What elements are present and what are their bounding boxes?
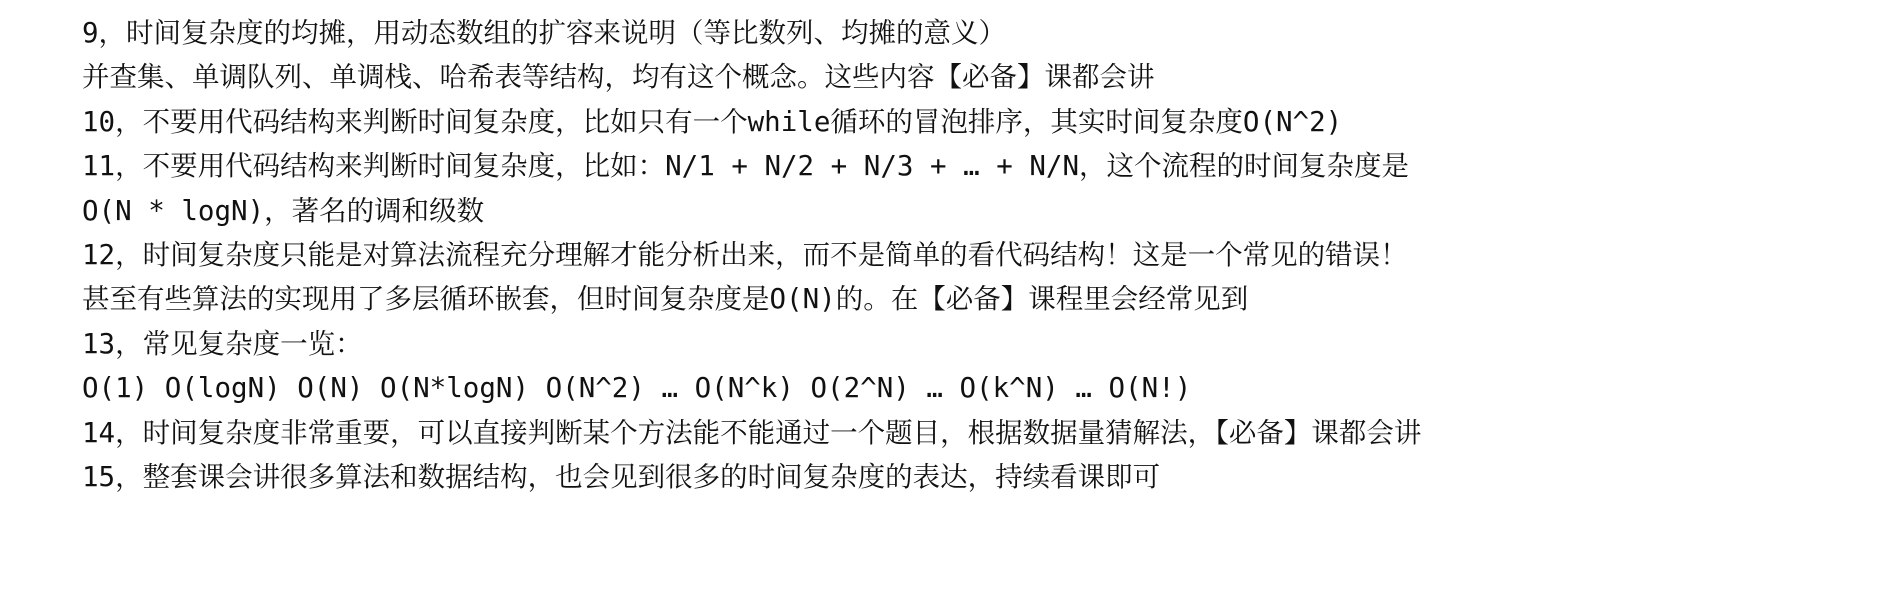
note-line-9-continued: 并查集、单调队列、单调栈、哈希表等结构，均有这个概念。这些内容【必备】课都会讲 xyxy=(82,61,1155,94)
note-line-14: 14，时间复杂度非常重要，可以直接判断某个方法能不能通过一个题目，根据数据量猜解法，【必备】课都会讲 xyxy=(82,416,1422,449)
note-line-9: 9，时间复杂度的均摊，用动态数组的扩容来说明（等比数列、均摊的意义） xyxy=(82,17,1007,49)
note-line-11: 11，不要用代码结构来判断时间复杂度，比如：N/1 + N/2 + N/3 + … + N/N，这个流程的时间复杂度是 xyxy=(82,150,1410,183)
note-line-12: 12，时间复杂度只能是对算法流程充分理解才能分析出来，而不是简单的看代码结构！这是一个常见的错误！ xyxy=(82,238,1408,271)
note-line-12-continued: 甚至有些算法的实现用了多层循环嵌套，但时间复杂度是O(N)的。在【必备】课程里会经常见到 xyxy=(82,283,1249,316)
note-line-15: 15，整套课会讲很多算法和数据结构，也会见到很多的时间复杂度的表达，持续看课即可 xyxy=(82,460,1161,493)
note-line-10: 10，不要用代码结构来判断时间复杂度，比如只有一个while循环的冒泡排序，其实时间复杂度O(N^2) xyxy=(82,105,1343,138)
note-line-11-continued: O(N * logN)，著名的调和级数 xyxy=(82,194,485,227)
note-line-13: 13，常见复杂度一览： xyxy=(82,327,363,360)
notes-document xyxy=(82,11,1882,499)
complexity-list-line: O(1) O(logN) O(N) O(N*logN) O(N^2) … O(N^k) O(2^N) … O(k^N) … O(N!) xyxy=(82,372,1192,405)
